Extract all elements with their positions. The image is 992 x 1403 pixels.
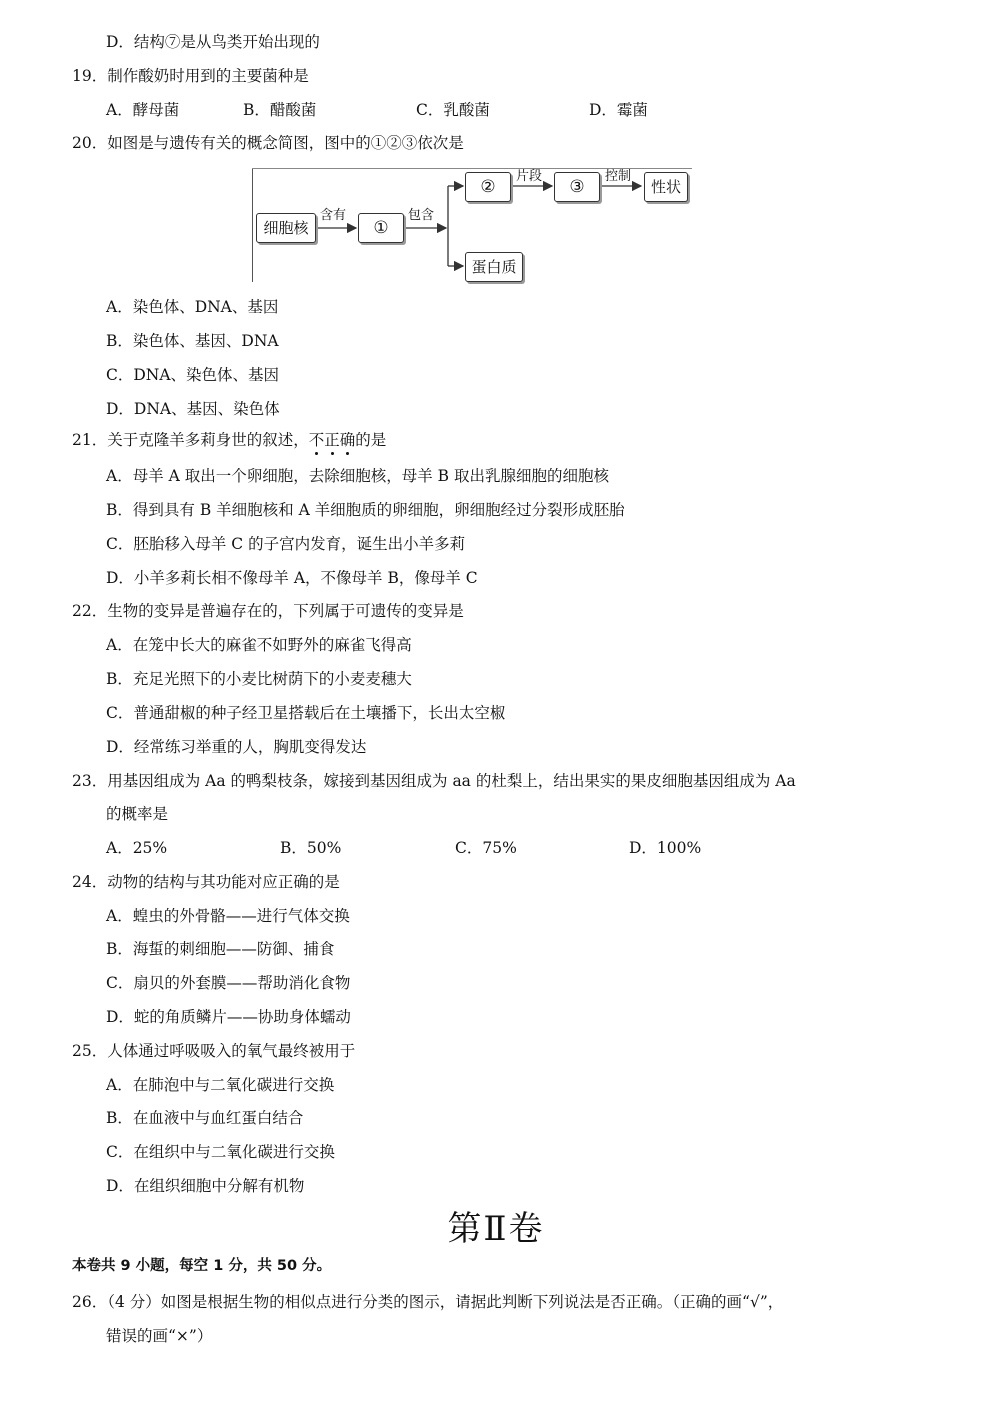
q19-option-a: A．酵母菌 xyxy=(106,101,180,119)
q21-stem-post: 的是 xyxy=(355,431,387,449)
q26-stem-line1: 26．（4 分）如图是根据生物的相似点进行分类的图示，请据此判断下列说法是否正确。（正确的画“√”， xyxy=(72,1293,784,1311)
q24-option-c: C．扇贝的外套膜——帮助消化食物 xyxy=(106,974,351,992)
q25-option-a: A．在肺泡中与二氧化碳进行交换 xyxy=(106,1076,335,1094)
q19-option-b: B．醋酸菌 xyxy=(243,101,317,119)
q24-option-a: A．蝗虫的外骨骼——进行气体交换 xyxy=(106,907,350,925)
q24-stem: 24．动物的结构与其功能对应正确的是 xyxy=(72,873,340,891)
q19-option-d: D．霉菌 xyxy=(589,101,648,119)
q21-emphasis-char: 正 xyxy=(324,431,340,449)
q20-option-c: C．DNA、染色体、基因 xyxy=(106,366,280,384)
q21-option-a: A．母羊 A 取出一个卵细胞，去除细胞核，母羊 B 取出乳腺细胞的细胞核 xyxy=(106,467,609,485)
q24-option-b: B．海蜇的刺细胞——防御、捕食 xyxy=(106,940,335,958)
q22-option-d: D．经常练习举重的人，胸肌变得发达 xyxy=(106,738,367,756)
diagram-node-protein: 蛋白质 xyxy=(465,252,523,282)
q25-stem: 25．人体通过呼吸吸入的氧气最终被用于 xyxy=(72,1042,356,1060)
q21-stem xyxy=(72,430,386,450)
q25-option-b: B．在血液中与血红蛋白结合 xyxy=(106,1109,304,1127)
q23-stem-line1: 23．用基因组成为 Aa 的鸭梨枝条，嫁接到基因组成为 aa 的杜梨上，结出果实的果皮细胞基因组成为 Aa xyxy=(72,772,796,790)
q20-stem: 20．如图是与遗传有关的概念简图，图中的①②③依次是 xyxy=(72,134,464,152)
diagram-node-3: ③ xyxy=(554,172,600,202)
q20-option-d: D．DNA、基因、染色体 xyxy=(106,400,280,418)
q22-option-c: C．普通甜椒的种子经卫星搭载后在土壤播下，长出太空椒 xyxy=(106,704,506,722)
diagram-node-2: ② xyxy=(465,172,511,202)
q23-option-c: C．75% xyxy=(455,839,517,857)
q18-option-d: D．结构⑦是从鸟类开始出现的 xyxy=(106,33,320,51)
q23-option-b: B．50% xyxy=(280,839,342,857)
q25-option-d: D．在组织细胞中分解有机物 xyxy=(106,1177,305,1195)
q20-option-a: A．染色体、DNA、基因 xyxy=(106,298,279,316)
q23-stem-line2: 的概率是 xyxy=(106,805,169,823)
diagram-label-includes: 包含 xyxy=(408,208,435,223)
q21-emphasis-char: 不 xyxy=(308,431,325,449)
q24-option-d: D．蛇的角质鳞片——协助身体蠕动 xyxy=(106,1008,351,1026)
section-intro: 本卷共 9 小题，每空 1 分，共 50 分。 xyxy=(72,1258,332,1274)
q22-option-b: B．充足光照下的小麦比树荫下的小麦麦穗大 xyxy=(106,670,412,688)
q19-option-c: C．乳酸菌 xyxy=(416,101,490,119)
diagram-label-segment: 片段 xyxy=(516,169,543,184)
diagram-label-contains: 含有 xyxy=(320,208,347,223)
concept-diagram xyxy=(252,168,692,282)
section-title: 第Ⅱ卷 xyxy=(447,1209,545,1249)
diagram-node-nucleus: 细胞核 xyxy=(256,213,316,243)
diagram-node-1: ① xyxy=(358,213,404,243)
q22-stem: 22．生物的变异是普遍存在的，下列属于可遗传的变异是 xyxy=(72,602,464,620)
q21-option-d: D．小羊多莉长相不像母羊 A，不像母羊 B，像母羊 C xyxy=(106,569,478,587)
q21-stem-pre: 21．关于克隆羊多莉身世的叙述， xyxy=(72,431,309,449)
q19-stem: 19．制作酸奶时用到的主要菌种是 xyxy=(72,67,309,85)
q23-option-a: A．25% xyxy=(106,839,168,857)
q26-stem-line2: 错误的画“×”） xyxy=(106,1327,213,1345)
q21-emphasis-char: 确 xyxy=(339,431,356,449)
q25-option-c: C．在组织中与二氧化碳进行交换 xyxy=(106,1143,335,1161)
q20-option-b: B．染色体、基因、DNA xyxy=(106,332,279,350)
diagram-label-controls: 控制 xyxy=(605,169,632,184)
diagram-node-trait: 性状 xyxy=(644,172,688,202)
q22-option-a: A．在笼中长大的麻雀不如野外的麻雀飞得高 xyxy=(106,636,412,654)
q23-option-d: D．100% xyxy=(629,839,702,857)
q21-option-b: B．得到具有 B 羊细胞核和 A 羊细胞质的卵细胞，卵细胞经过分裂形成胚胎 xyxy=(106,501,625,519)
q21-option-c: C．胚胎移入母羊 C 的子宫内发育，诞生出小羊多莉 xyxy=(106,535,466,553)
